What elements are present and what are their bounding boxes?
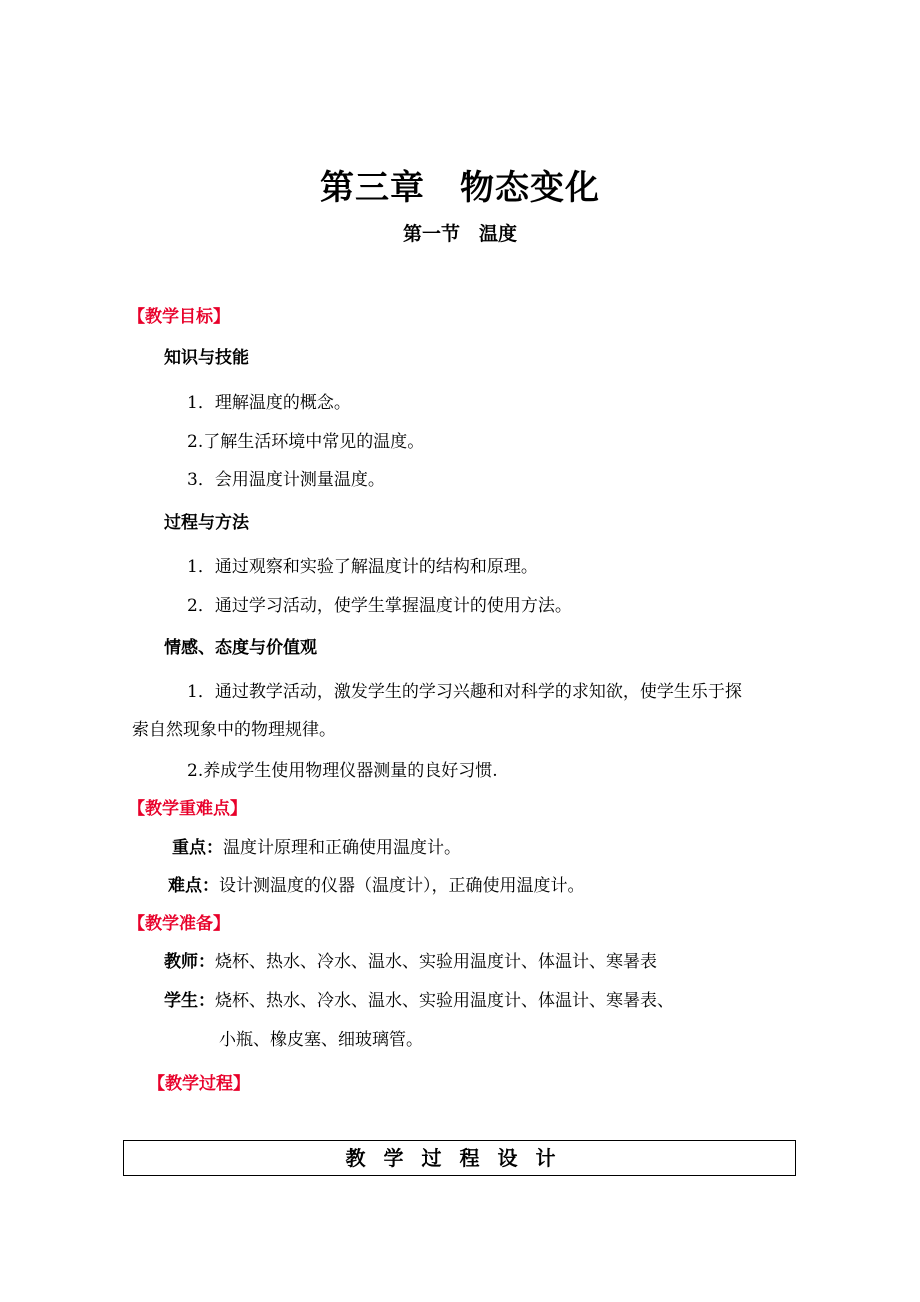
- teacher-label: 教师：: [164, 952, 215, 972]
- knowledge-item-3: 3．会用温度计测量温度。: [187, 470, 385, 490]
- page-title: 第三章 物态变化: [320, 168, 600, 208]
- teacher-text: 烧杯、热水、冷水、温水、实验用温度计、体温计、寒暑表: [215, 952, 657, 972]
- process-item-2: 2．通过学习活动，使学生掌握温度计的使用方法。: [187, 596, 572, 616]
- difficult-point-label: 难点：: [168, 876, 219, 896]
- student-line: [164, 986, 674, 1011]
- knowledge-heading: 知识与技能: [164, 348, 249, 368]
- difficult-point-line: [168, 871, 585, 896]
- key-point-label: 重点：: [172, 838, 223, 858]
- emotion-heading: 情感、态度与价值观: [164, 638, 317, 658]
- student-text: 烧杯、热水、冷水、温水、实验用温度计、体温计、寒暑表、: [215, 991, 674, 1011]
- emotion-item-2: 2.养成学生使用物理仪器测量的良好习惯.: [187, 761, 498, 781]
- student-label: 学生：: [164, 991, 215, 1011]
- key-point-line: [172, 833, 461, 858]
- teacher-line: [164, 947, 657, 972]
- knowledge-item-2: 2.了解生活环境中常见的温度。: [187, 432, 425, 452]
- process-design-table: [123, 1140, 796, 1176]
- emotion-item-1-line-1: 1．通过教学活动，激发学生的学习兴趣和对科学的求知欲，使学生乐于探: [187, 682, 742, 702]
- emotion-item-1-line-2: 索自然现象中的物理规律。: [132, 720, 336, 740]
- preparation-heading: 【教学准备】: [128, 914, 230, 934]
- section-title: 第一节 温度: [402, 223, 517, 245]
- process-item-1: 1．通过观察和实验了解温度计的结构和原理。: [187, 557, 538, 577]
- knowledge-item-1: 1．理解温度的概念。: [187, 393, 351, 413]
- student-text-continued: 小瓶、橡皮塞、细玻璃管。: [219, 1030, 423, 1050]
- difficult-point-text: 设计测温度的仪器（温度计），正确使用温度计。: [219, 876, 585, 896]
- objectives-heading: 【教学目标】: [128, 307, 230, 327]
- process-heading: 过程与方法: [164, 513, 249, 533]
- process-section-heading: 【教学过程】: [148, 1074, 250, 1094]
- key-point-text: 温度计原理和正确使用温度计。: [223, 838, 461, 858]
- table-header-cell: 教学过程设计: [345, 1146, 574, 1170]
- key-points-heading: 【教学重难点】: [128, 799, 247, 819]
